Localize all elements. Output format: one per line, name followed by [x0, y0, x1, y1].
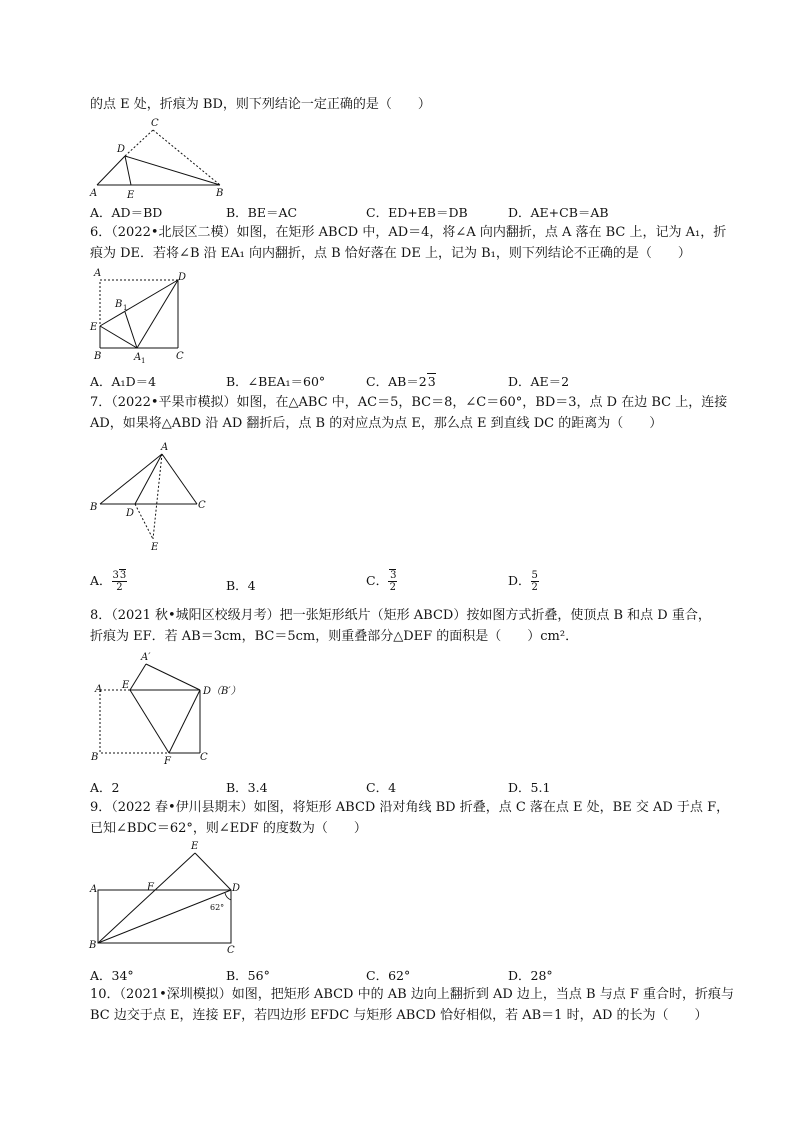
q7-figure [85, 436, 225, 556]
q6-label-b1-sub: 1 [123, 304, 128, 312]
q7-option-c-rad: 3 [390, 570, 397, 581]
q6-stem-line-2: 痕为 DE．若将∠B 沿 EA₁ 向内翻折，点 B 恰好落在 DE 上，记为 B₁，则下列结论不正确的是（ ） [90, 246, 691, 261]
q9-label-a: A [90, 884, 98, 895]
q9-option-b: B．56° [226, 968, 270, 983]
q10-stem-line-1: 10．（2021•深圳模拟）如图，把矩形 ABCD 中的 AB 边向上翻折到 AD 边上，当点 B 与点 F 重合时，折痕与 [90, 987, 734, 1002]
q6-label-d: D [178, 272, 187, 283]
q6-option-b: B．∠BEA₁＝60° [226, 374, 326, 389]
q8-label-a: A [95, 684, 103, 695]
q8-stem-line-2: 折痕为 EF．若 AB＝3cm，BC＝5cm，则重叠部分△DEF 的面积是（ ）cm²． [90, 629, 579, 644]
q7-option-b: B．4 [226, 578, 256, 593]
q6-option-c-sqrt: 3 [427, 374, 436, 389]
q8-stem-line-1: 8．（2021 秋•城阳区校级月考）把一张矩形纸片（矩形 ABCD）按如图方式折叠，使顶点 B 和点 D 重合， [90, 608, 711, 623]
q6-options [90, 372, 730, 390]
q6-option-c [366, 372, 436, 390]
q9-label-c: C [227, 945, 235, 956]
q7-option-a-den: 2 [116, 582, 123, 593]
q9-options [90, 966, 730, 984]
q8-label-a-prime: A′ [141, 652, 151, 663]
q5-label-a: A [90, 188, 98, 199]
q7-option-a-fraction [112, 570, 128, 593]
q10-stem-line-2: BC 边交于点 E，连接 EF，若四边形 EFDC 与矩形 ABCD 恰好相似，若 AB＝1 时，AD 的长为（ ） [90, 1008, 708, 1023]
q5-option-d: D．AE+CB＝AB [508, 205, 609, 220]
q7-option-c-fraction [388, 570, 397, 593]
q6-label-a: A [94, 268, 102, 279]
q5-option-c: C．ED+EB＝DB [366, 205, 468, 220]
q6-label-a1-sub: 1 [141, 357, 146, 365]
q9-label-f: F [147, 882, 154, 893]
q7-option-d-den: 2 [531, 582, 538, 593]
q6-figure [85, 266, 205, 366]
q7-option-a-prefix: A． [90, 573, 112, 588]
q8-option-b: B．3.4 [226, 780, 268, 795]
q7-option-c-den: 2 [389, 582, 396, 593]
q5-label-d: D [117, 144, 126, 155]
q6-option-c-text: C．AB＝2 [366, 374, 427, 389]
q6-option-d: D．AE＝2 [508, 374, 570, 389]
q7-option-d [508, 570, 539, 593]
q9-figure [85, 838, 255, 958]
q8-label-b: B [91, 752, 99, 763]
q8-label-f: F [164, 756, 171, 767]
q8-label-c: C [200, 752, 208, 763]
q5-label-c: C [151, 118, 159, 129]
q9-label-angle: 62° [210, 903, 225, 912]
q6-stem-line-1: 6．（2022•北辰区二模）如图，在矩形 ABCD 中，AD＝4，将∠A 向内翻折，点 A 落在 BC 上，记为 A₁，折 [90, 225, 727, 240]
q8-options [90, 778, 730, 796]
q9-label-e: E [191, 841, 199, 852]
q7-option-a [90, 570, 127, 593]
q9-label-d: D [232, 883, 241, 894]
q7-label-d: D [126, 508, 135, 519]
q8-option-d: D．5.1 [508, 780, 551, 795]
q7-option-c-prefix: C． [366, 573, 389, 588]
q6-label-c: C [176, 351, 184, 362]
q8-option-c: C．4 [366, 780, 397, 795]
q6-label-a1: A [134, 352, 142, 363]
q9-option-d: D．28° [508, 968, 553, 983]
q5-option-a: A．AD＝BD [90, 205, 163, 220]
q7-option-a-coef: 3 [112, 570, 119, 581]
q5-options [90, 203, 730, 221]
q5-label-e: E [127, 190, 135, 201]
q7-label-b: B [90, 502, 98, 513]
q8-label-e: E [122, 680, 130, 691]
q7-options [90, 570, 730, 598]
q5-label-b: B [216, 188, 224, 199]
q5-option-b: B．BE＝AC [226, 205, 298, 220]
q7-option-c [366, 570, 397, 593]
q7-option-a-rad: 3 [119, 570, 127, 581]
q7-label-e: E [151, 542, 159, 553]
q5-stem-tail: 的点 E 处，折痕为 BD，则下列结论一定正确的是（ ） [90, 97, 431, 112]
q9-stem-line-2: 已知∠BDC＝62°，则∠EDF 的度数为（ ） [90, 821, 367, 836]
q6-label-b1: B [115, 299, 123, 310]
q8-option-a: A．2 [90, 780, 120, 795]
q9-stem-line-1: 9．（2022 春•伊川县期末）如图，将矩形 ABCD 沿对角线 BD 折叠，点 C 落在点 E 处，BE 交 AD 于点 F， [90, 800, 730, 815]
q9-option-c: C．62° [366, 968, 411, 983]
q9-label-b: B [89, 940, 97, 951]
q7-label-c: C [198, 500, 206, 511]
q7-option-d-num: 5 [531, 570, 538, 581]
q9-option-a: A．34° [90, 968, 134, 983]
q7-option-d-prefix: D． [508, 573, 531, 588]
q7-stem-line-1: 7．（2022•平果市模拟）如图，在△ABC 中，AC＝5，BC＝8，∠C＝60°，BD＝3，点 D 在边 BC 上，连接 [90, 395, 728, 410]
q5-figure [85, 112, 245, 202]
q8-figure [85, 648, 265, 768]
q8-label-d-bprime: D（B′） [203, 686, 241, 697]
q6-label-b: B [94, 351, 102, 362]
q7-stem-line-2: AD，如果将△ABD 沿 AD 翻折后，点 B 的对应点为点 E，那么点 E 到直线 DC 的距离为（ ） [90, 416, 663, 431]
q6-label-e: E [90, 322, 98, 333]
q6-option-a: A．A₁D＝4 [90, 374, 157, 389]
q7-label-a: A [161, 442, 169, 453]
q7-option-d-fraction [531, 570, 539, 593]
